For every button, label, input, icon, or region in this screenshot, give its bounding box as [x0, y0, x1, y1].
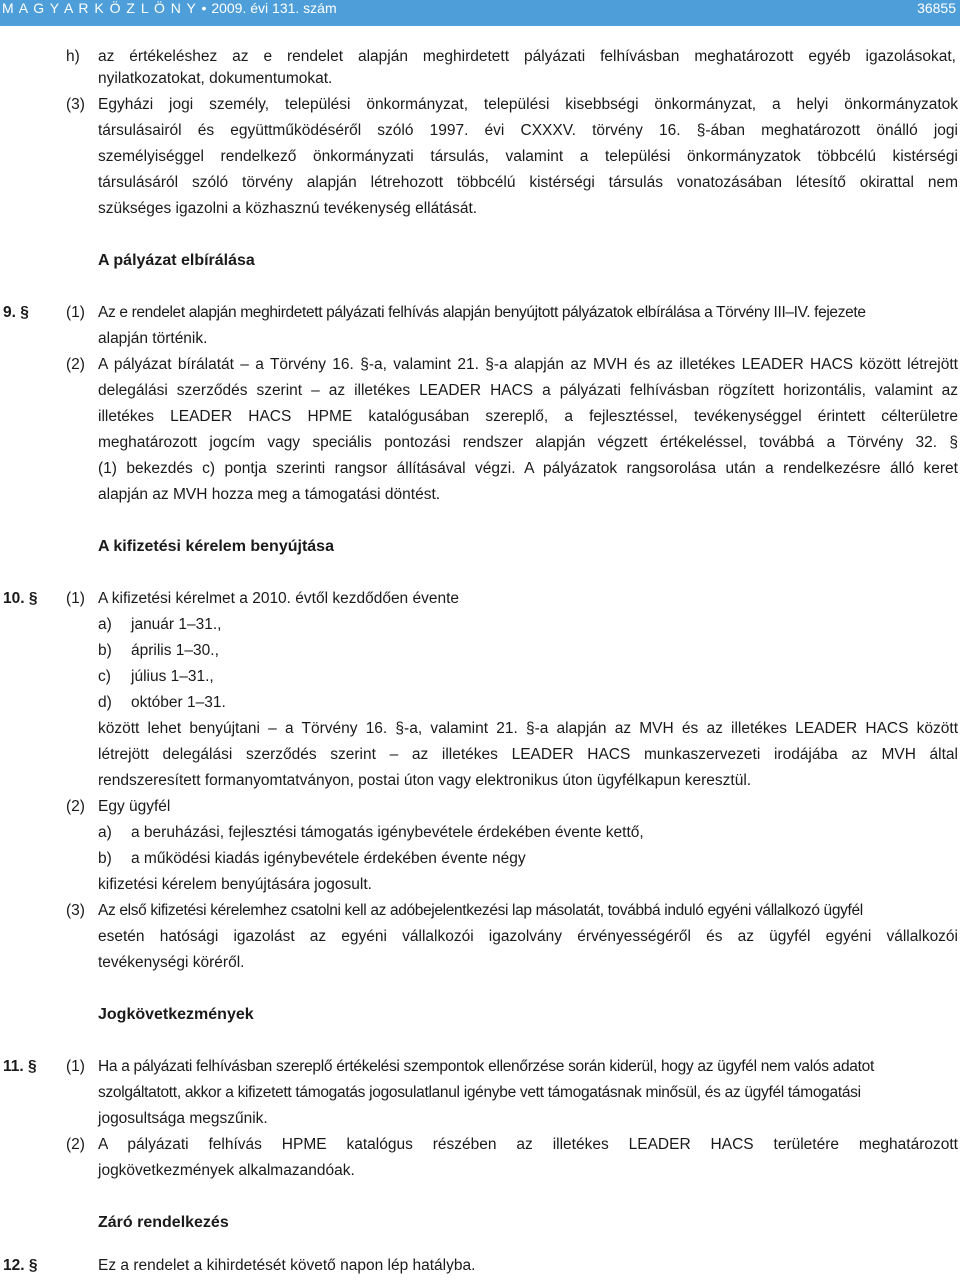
paragraph-line: jogkövetkezmények alkalmazandóak. [98, 1162, 355, 1179]
paragraph-line: szolgáltatott, akkor a kifizetett támogatás jogosulatlanul igénybe vett támogatásnak minősül, és az ügyfél támogatási [98, 1084, 861, 1101]
section-number: 9. § [3, 304, 29, 321]
subsection-label: (1) [66, 304, 85, 321]
subsection-label: (2) [66, 356, 85, 373]
list-item: április 1–30., [131, 642, 219, 659]
paragraph-line: alapján az MVH hozza meg a támogatási döntést. [98, 486, 441, 503]
paragraph-line: A pályázat bírálatát – a Törvény 16. §-a, valamint 21. §-a alapján az MVH és az illetékes LEADER HACS között létrejött [98, 356, 958, 373]
paragraph-line: között lehet benyújtani – a Törvény 16. §-a, valamint 21. §-a alapján az MVH és az illetékes LEADER HACS között [98, 720, 958, 737]
paragraph-line: rendszeresített formanyomtatványon, postai úton vagy elektronikus úton ügyfélkapun keresztül. [98, 772, 752, 789]
paragraph-line: Az e rendelet alapján meghirdetett pályázati felhívás alapján benyújtott pályázatok elbírálása a Törvény III–IV. fejezete [98, 304, 866, 321]
paragraph-line: szükséges igazolni a közhasznú tevékenység ellátását. [98, 200, 478, 217]
issue-label: 2009. évi 131. szám [211, 0, 337, 16]
paragraph-line: Ha a pályázati felhívásban szereplő értékelési szempontok ellenőrzése során kiderül, hogy az ügyfél nem valós adatot [98, 1058, 874, 1075]
paragraph-line: meghatározott jogcím vagy speciális pontozási rendszer alapján végzett értékeléssel, továbbá a Törvény 32. § [98, 434, 958, 451]
paragraph-line: Egyházi jogi személy, települési önkormányzat, települési kisebbségi önkormányzat, a helyi önkormányzatok [98, 96, 958, 113]
section-number: 10. § [3, 590, 38, 607]
item-label: h) [66, 48, 80, 65]
paragraph-line: társulásáról szóló törvény alapján létrehozott többcélú kistérségi társulás vonatozásában létesítő okirattal nem [98, 174, 958, 191]
paragraph-line: esetén hatósági igazolást az egyéni vállalkozói igazolvány érvényességéről és az ügyfél egyéni vállalkozói [98, 928, 958, 945]
item-label: b) [98, 642, 112, 659]
paragraph-line: delegálási szerződés szerint – az illetékes LEADER HACS a pályázati felhívásban rögzített horizontális, valamint az [98, 382, 958, 399]
paragraph-line: A pályázati felhívás HPME katalógus részében az illetékes LEADER HACS területére meghatározott [98, 1136, 958, 1153]
journal-header [0, 0, 960, 26]
section-heading: Jogkövetkezmények [98, 1006, 254, 1023]
subsection-label: (1) [66, 590, 85, 607]
paragraph-line: személyiséggel rendelkező önkormányzati társulás, valamint a települési önkormányzatok többcélú kistérségi [98, 148, 958, 165]
item-label: a) [98, 616, 112, 633]
paragraph-line: tevékenységi köréről. [98, 954, 245, 971]
paragraph-line: alapján történik. [98, 330, 208, 347]
journal-title [2, 1, 337, 15]
item-label: b) [98, 850, 112, 867]
item-label: a) [98, 824, 112, 841]
subsection-label: (2) [66, 1136, 85, 1153]
paragraph-line: nyilatkozatokat, dokumentumokat. [98, 70, 333, 87]
publication-name: M A G Y A R K Ö Z L Ö N Y [2, 0, 197, 16]
page-number: 36855 [917, 0, 956, 16]
subsection-label: (3) [66, 902, 85, 919]
paragraph-line: az értékeléshez az e rendelet alapján meghirdetett pályázati felhívásban meghatározott egyéb igazolásokat, [98, 48, 956, 65]
section-number: 11. § [3, 1058, 37, 1075]
paragraph-line: létrejött delegálási szerződés szerint – az illetékes LEADER HACS munkaszervezeti irodájába az MVH által [98, 746, 958, 763]
paragraph-line: illetékes LEADER HACS HPME katalógusában szereplő, a fejlesztéssel, tevékenységgel érintett célterületre [98, 408, 958, 425]
subsection-label: (1) [66, 1058, 85, 1075]
list-item: január 1–31., [131, 616, 222, 633]
subsection-label: (2) [66, 798, 85, 815]
item-label: c) [98, 668, 111, 685]
paragraph-line: Az első kifizetési kérelemhez csatolni kell az adóbejelentkezési lap másolatát, továbbá induló egyéni vállalkozó ügyfél [98, 902, 863, 919]
paragraph-line: (1) bekezdés c) pontja szerinti rangsor állításával végzi. A pályázatok rangsorolása után a rendelkezésre álló keret [98, 460, 958, 477]
list-item: a beruházási, fejlesztési támogatás igénybevétele érdekében évente kettő, [131, 824, 644, 841]
section-heading: A kifizetési kérelem benyújtása [98, 538, 334, 555]
paragraph-line: A kifizetési kérelmet a 2010. évtől kezdődően évente [98, 590, 460, 607]
list-item: a működési kiadás igénybevétele érdekében évente négy [131, 850, 526, 867]
paragraph-line: Ez a rendelet a kihirdetését követő napon lép hatályba. [98, 1257, 476, 1274]
list-item: október 1–31. [131, 694, 226, 711]
section-heading: Záró rendelkezés [98, 1214, 229, 1231]
paragraph-line: jogosultsága megszűnik. [98, 1110, 268, 1127]
bullet-separator: • [201, 0, 207, 16]
subsection-label: (3) [66, 96, 85, 113]
section-heading: A pályázat elbírálása [98, 252, 255, 269]
section-number: 12. § [3, 1257, 38, 1274]
paragraph-line: Egy ügyfél [98, 798, 171, 815]
item-label: d) [98, 694, 112, 711]
paragraph-line: kifizetési kérelem benyújtására jogosult. [98, 876, 372, 893]
list-item: július 1–31., [131, 668, 214, 685]
paragraph-line: társulásairól és együttműködéséről szóló 1997. évi CXXXV. törvény 16. §-ában meghatározott önálló jogi [98, 122, 958, 139]
